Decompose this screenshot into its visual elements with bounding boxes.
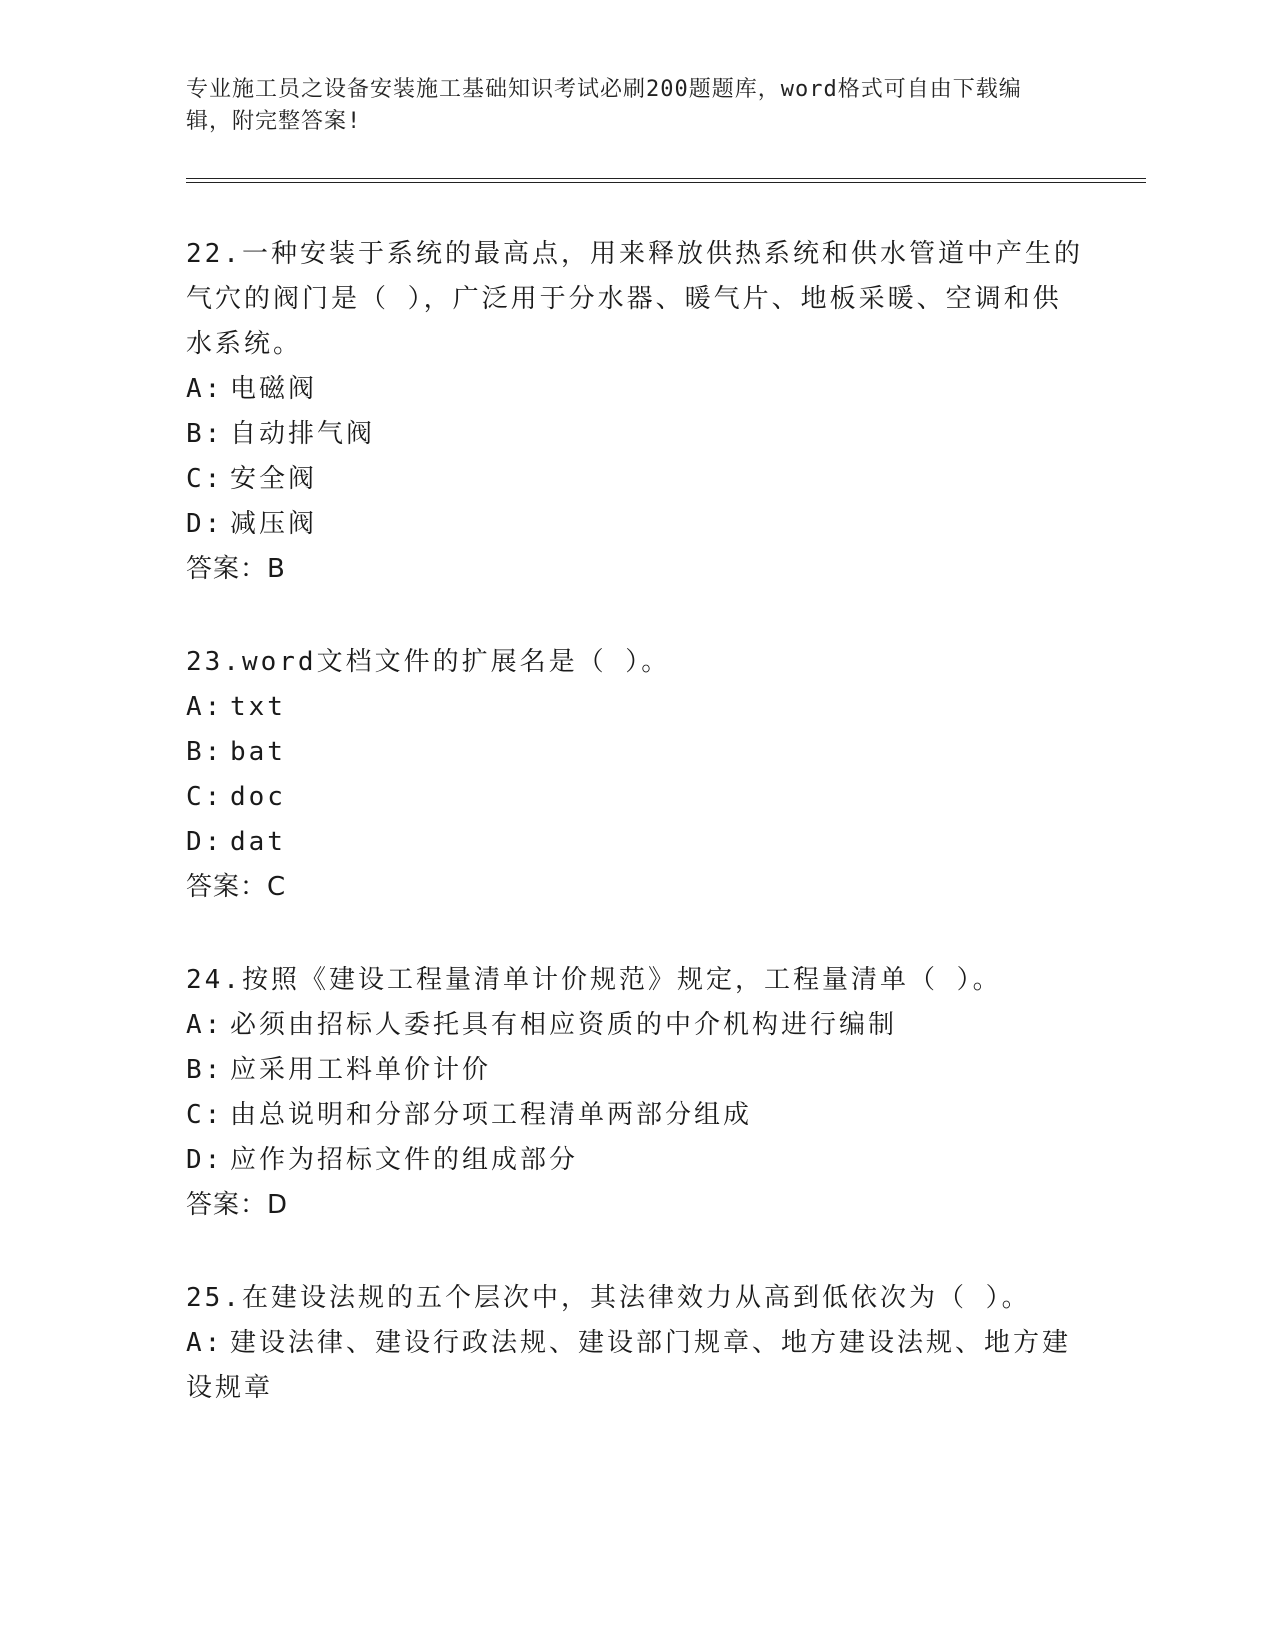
option-b (186, 1048, 1086, 1093)
answer-line: 答案：D (186, 1190, 289, 1220)
option-letter: A: (186, 692, 224, 722)
option-letter: C: (186, 464, 224, 494)
question-stem: 25.在建设法规的五个层次中，其法律效力从高到低依次为（ ）。 (186, 1283, 1031, 1313)
option-letter: B: (186, 1055, 224, 1085)
option-a (186, 367, 1086, 412)
option-d (186, 502, 1086, 547)
question-23 (186, 640, 1086, 910)
option-text: 由总说明和分部分项工程清单两部分组成 (230, 1100, 753, 1130)
option-c (186, 775, 1086, 820)
option-letter: B: (186, 737, 224, 767)
option-a (186, 685, 1086, 730)
option-text: 必须由招标人委托具有相应资质的中介机构进行编制 (230, 1010, 898, 1040)
option-text: 减压阀 (230, 509, 318, 539)
option-letter: D: (186, 509, 224, 539)
option-letter: A: (186, 1328, 224, 1358)
header-divider (186, 178, 1146, 183)
option-text: 建设法律、建设行政法规、建设部门规章、地方建设法规、地方建设规章 (186, 1328, 1072, 1403)
document-header-title: 专业施工员之设备安装施工基础知识考试必刷200题题库，word格式可自由下载编辑，附完整答案! (186, 77, 1022, 134)
question-stem: 24.按照《建设工程量清单计价规范》规定，工程量清单（ ）。 (186, 965, 1002, 995)
option-text: 应采用工料单价计价 (230, 1055, 492, 1085)
option-letter: C: (186, 1100, 224, 1130)
option-text: 自动排气阀 (230, 419, 376, 449)
option-letter: D: (186, 827, 224, 857)
option-a (186, 1003, 1086, 1048)
option-d (186, 820, 1086, 865)
question-stem: 22.一种安装于系统的最高点，用来释放供热系统和供水管道中产生的气穴的阀门是（ ），广泛用于分水器、暖气片、地板采暖、空调和供水系统。 (186, 239, 1083, 359)
option-text: txt (230, 692, 286, 722)
question-22 (186, 232, 1086, 592)
option-text: dat (230, 827, 286, 857)
option-letter: B: (186, 419, 224, 449)
option-a (186, 1321, 1086, 1411)
option-letter: D: (186, 1145, 224, 1175)
option-letter: A: (186, 1010, 224, 1040)
option-b (186, 730, 1086, 775)
question-list (186, 232, 1086, 1459)
question-25 (186, 1276, 1086, 1411)
question-stem: 23.word文档文件的扩展名是（ ）。 (186, 647, 671, 677)
option-text: 电磁阀 (230, 374, 318, 404)
option-text: 应作为招标文件的组成部分 (230, 1145, 579, 1175)
option-text: doc (230, 782, 286, 812)
answer-line: 答案：C (186, 872, 287, 902)
option-d (186, 1138, 1086, 1183)
option-letter: C: (186, 782, 224, 812)
option-c (186, 457, 1086, 502)
option-b (186, 412, 1086, 457)
document-page (186, 0, 1146, 1650)
option-letter: A: (186, 374, 224, 404)
answer-line: 答案：B (186, 554, 286, 584)
option-text: bat (230, 737, 286, 767)
question-24 (186, 958, 1086, 1228)
option-text: 安全阀 (230, 464, 318, 494)
option-c (186, 1093, 1086, 1138)
